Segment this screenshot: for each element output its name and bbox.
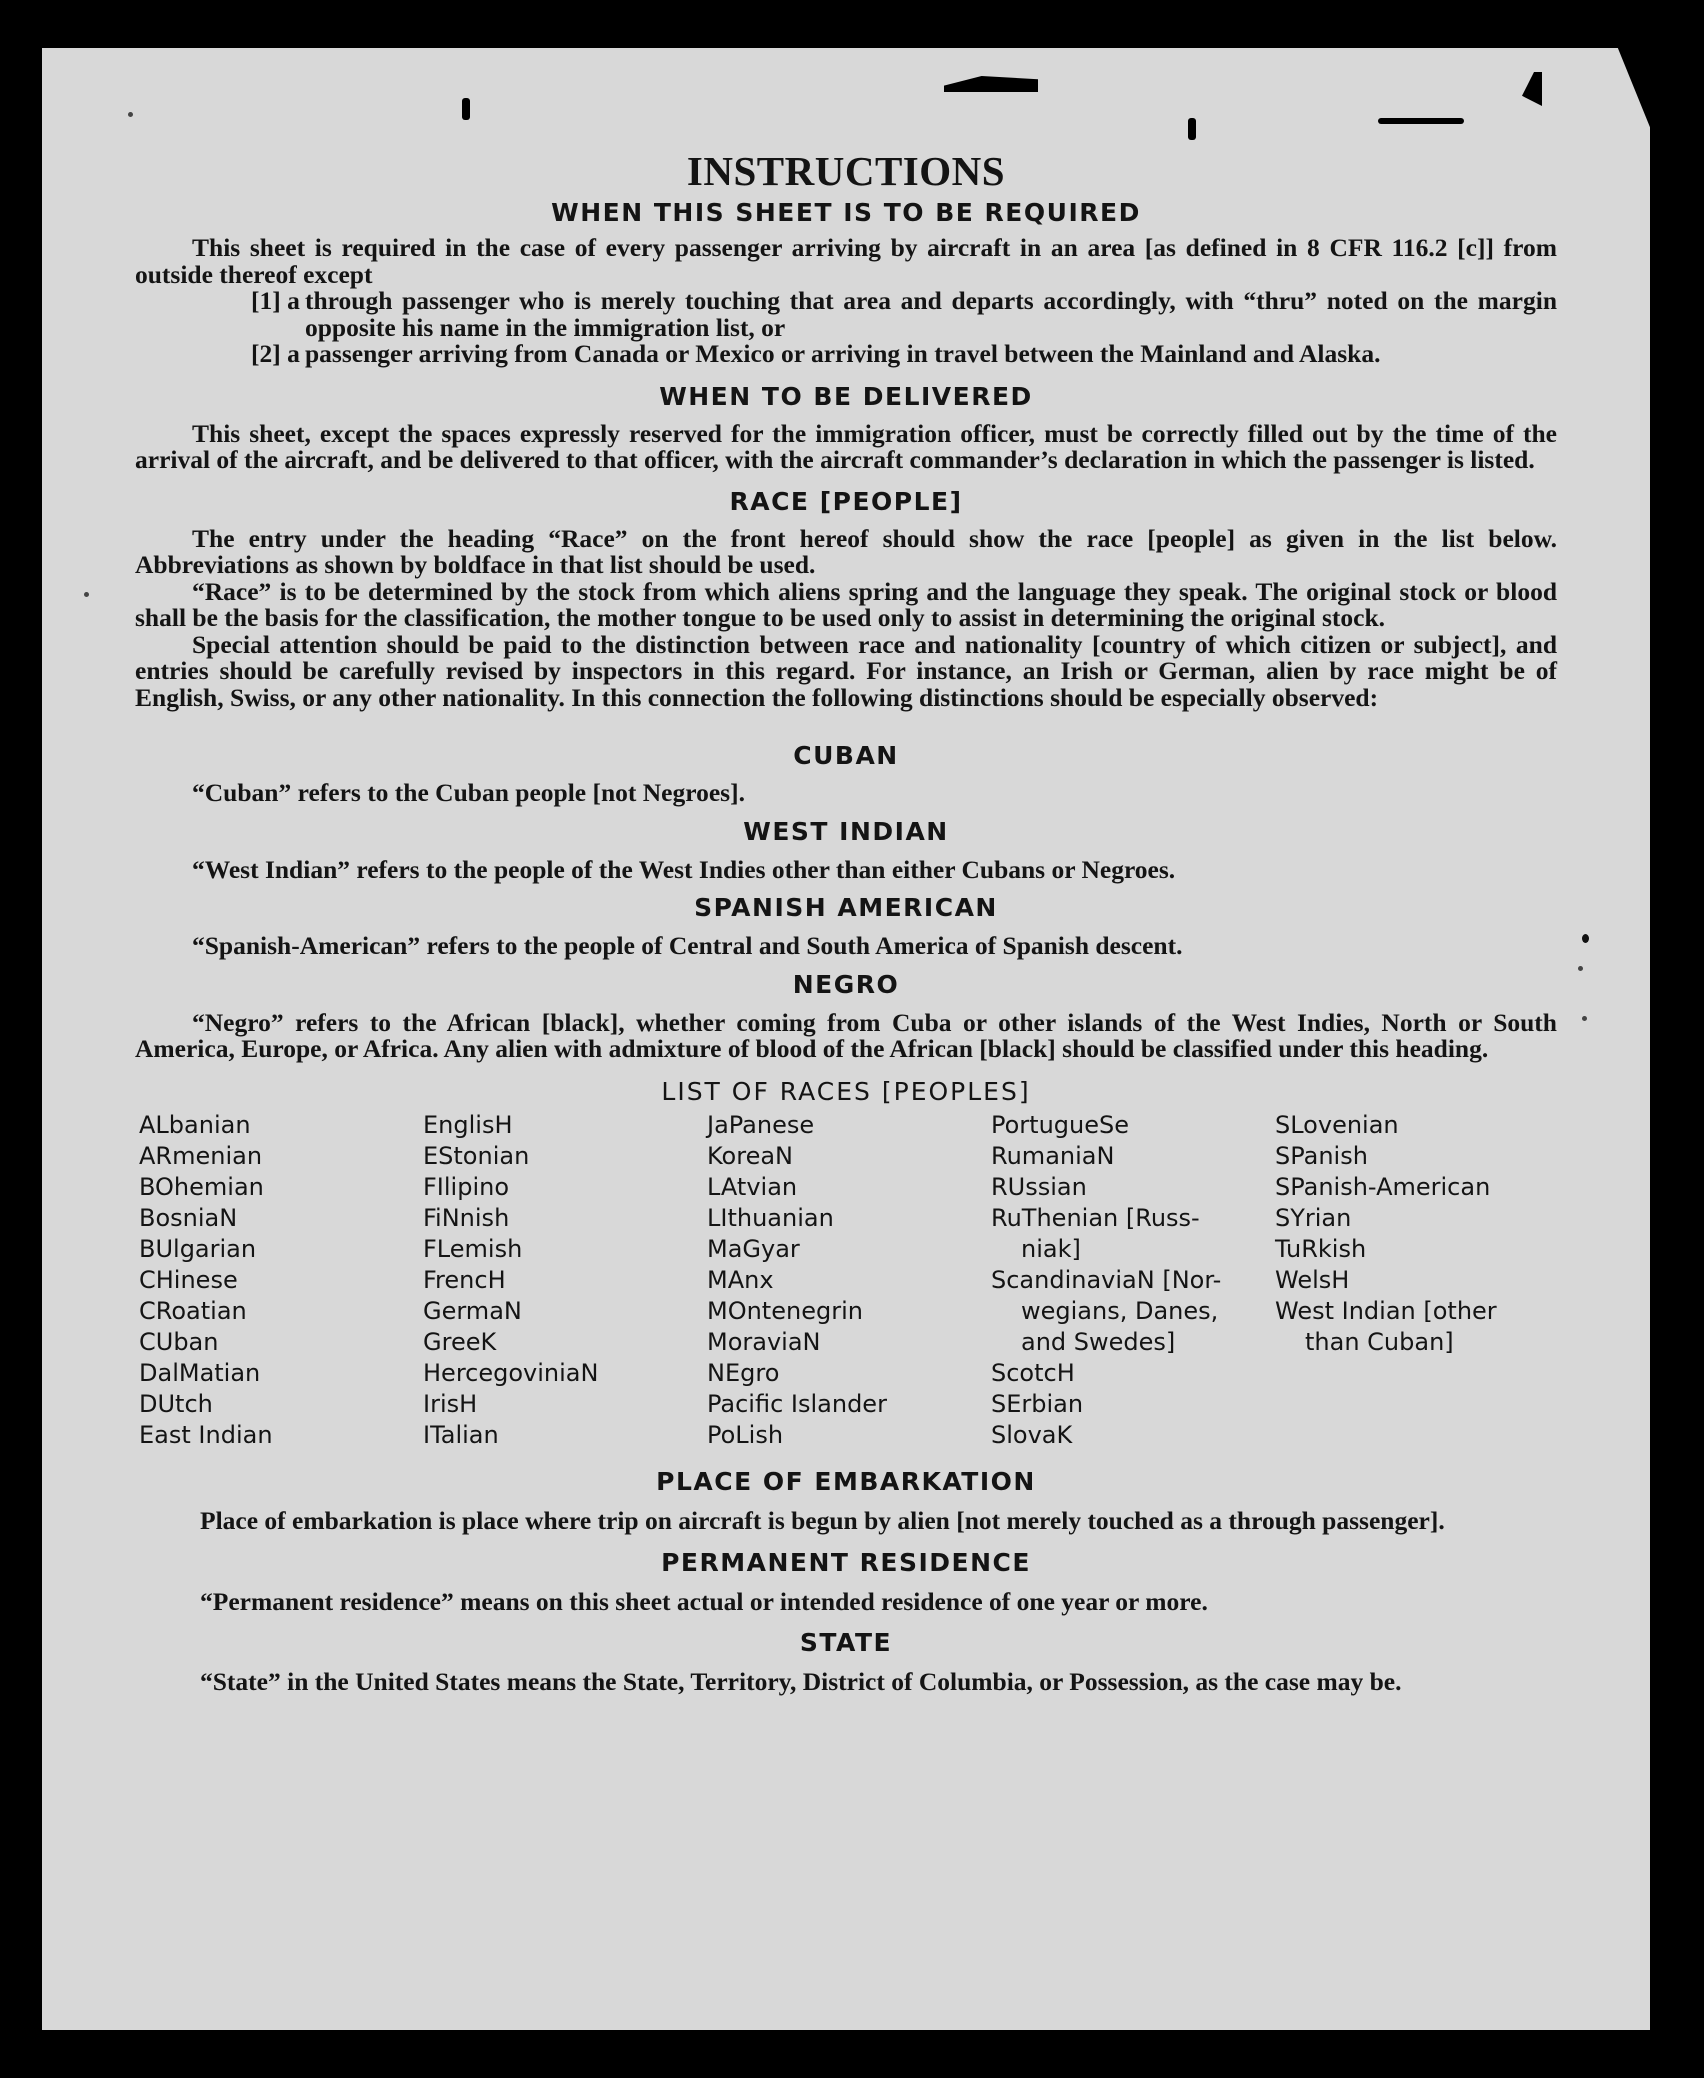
spanish-american-text: “Spanish-American” refers to the people of Central and South America of Spanish descent.	[192, 931, 1183, 960]
race-entry: WelsH	[1275, 1265, 1350, 1294]
races-column-4	[991, 1110, 1275, 1451]
item-number: [1] a	[251, 286, 300, 315]
race-entry: PortugueSe	[991, 1110, 1129, 1139]
race-entry: FIlipino	[423, 1172, 510, 1201]
race-entry: than Cuban]	[1305, 1327, 1454, 1356]
race-entry: KoreaN	[707, 1141, 793, 1170]
race-entry: CHinese	[139, 1265, 238, 1294]
tear-mark-dash	[1378, 118, 1464, 124]
races-column-2	[423, 1110, 707, 1451]
heading-when-required: WHEN THIS SHEET IS TO BE REQUIRED	[551, 198, 1141, 227]
race-entry: MOntenegrin	[707, 1296, 863, 1325]
heading-state: STATE	[799, 1627, 893, 1657]
race-entry: EStonian	[423, 1141, 530, 1170]
race-entry: DUtch	[139, 1389, 213, 1418]
heading-west-indian: WEST INDIAN	[743, 816, 949, 846]
race-entry: ALbanian	[139, 1110, 251, 1139]
race-entry: JaPanese	[707, 1110, 815, 1139]
speck	[1582, 1016, 1587, 1021]
speck	[84, 592, 89, 597]
race-entry: CRoatian	[139, 1296, 247, 1325]
race-paragraph-3: Special attention should be paid to the distinction between race and nationality [country of which citizen or subject], and entries should be carefully revised by inspectors in this regard. For instance, an Irish or German, alien by race might be of English, Swiss, or any other nationality. In this connection the following distinctions should be especially observed:	[135, 629, 1557, 712]
race-entry: RuThenian [Russ-	[991, 1203, 1200, 1232]
list-item	[135, 288, 1557, 341]
embarkation-text: Place of embarkation is place where trip on aircraft is begun by alien [not merely touched as a through passenger].	[200, 1505, 1445, 1535]
race-entry: BosniaN	[139, 1203, 238, 1232]
race-entry: RumaniaN	[991, 1141, 1115, 1170]
race-entry: PoLish	[707, 1420, 784, 1449]
races-column-3	[707, 1110, 991, 1451]
races-column-5	[1275, 1110, 1565, 1451]
races-column-1	[139, 1110, 423, 1451]
state-text: “State” in the United States means the State, Territory, District of Columbia, or Possession, as the case may be.	[200, 1666, 1402, 1696]
speck	[1582, 934, 1589, 943]
race-entry: ScotcH	[991, 1358, 1075, 1387]
delivered-text: This sheet, except the spaces expressly reserved for the immigration officer, must be correctly filled out by the time of the arrival of the aircraft, and be delivered to that officer, with the aircraft commander’s declaration in which the passenger is listed.	[135, 418, 1557, 474]
race-entry: ITalian	[423, 1420, 499, 1449]
race-entry: Pacific Islander	[707, 1389, 887, 1418]
item-number: [2] a	[251, 339, 300, 368]
race-entry: West Indian [other	[1275, 1296, 1497, 1325]
race-entry: FrencH	[423, 1265, 506, 1294]
heading-when-delivered: WHEN TO BE DELIVERED	[659, 381, 1033, 411]
race-paragraph-2: “Race” is to be determined by the stock from which aliens spring and the language they speak. The original stock or blood shall be the basis for the classification, the mother tongue to be used only to assist in determining the original stock.	[135, 576, 1557, 632]
heading-spanish-american: SPANISH AMERICAN	[694, 893, 998, 922]
race-entry: IrisH	[423, 1389, 478, 1418]
race-entry: and Swedes]	[1021, 1327, 1176, 1356]
heading-permanent-residence: PERMANENT RESIDENCE	[661, 1548, 1031, 1577]
race-entry: ARmenian	[139, 1141, 263, 1170]
negro-text: “Negro” refers to the African [black], whether coming from Cuba or other islands of the West Indies, North or South America, Europe, or Africa. Any alien with admixture of blood of the African [black] should be classified under this heading.	[135, 1007, 1557, 1063]
race-entry: East Indian	[139, 1420, 273, 1449]
page-title: INSTRUCTIONS	[686, 148, 1006, 194]
residence-text: “Permanent residence” means on this sheet actual or intended residence of one year or more.	[200, 1587, 1208, 1616]
race-entry: BUlgarian	[139, 1234, 257, 1263]
item-text: passenger arriving from Canada or Mexico or arriving in travel between the Mainland and Alaska.	[305, 339, 1381, 368]
race-entry: TuRkish	[1275, 1234, 1367, 1263]
race-entry: SPanish-American	[1275, 1172, 1491, 1201]
race-entry: MAnx	[707, 1265, 774, 1294]
race-paragraph-1: The entry under the heading “Race” on the front hereof should show the race [people] as given in the list below. Abbreviations as shown by boldface in that list should be used.	[135, 523, 1557, 579]
race-entry: SErbian	[991, 1389, 1084, 1418]
list-item	[135, 341, 1557, 368]
race-entry: MaGyar	[707, 1234, 800, 1263]
speck	[1578, 966, 1583, 971]
race-entry: CUban	[139, 1327, 219, 1356]
race-entry: FLemish	[423, 1234, 523, 1263]
race-entry: DalMatian	[139, 1358, 261, 1387]
race-entry: SPanish	[1275, 1141, 1368, 1170]
punch-hole-right	[1188, 118, 1196, 140]
race-entry: GermaN	[423, 1296, 522, 1325]
punch-hole-left	[462, 98, 470, 120]
race-entry: ScandinaviaN [Nor-	[991, 1265, 1222, 1294]
race-entry: niak]	[1021, 1234, 1081, 1263]
race-entry: wegians, Danes,	[1021, 1296, 1219, 1325]
race-entry: SLovenian	[1275, 1110, 1399, 1139]
race-entry: LIthuanian	[707, 1203, 834, 1232]
race-entry: MoraviaN	[707, 1327, 821, 1356]
race-entry: SYrian	[1275, 1203, 1352, 1232]
races-list	[135, 1110, 1557, 1451]
cuban-text: “Cuban” refers to the Cuban people [not Negroes].	[192, 778, 745, 807]
heading-place-of-embarkation: PLACE OF EMBARKATION	[656, 1466, 1036, 1496]
item-text: through passenger who is merely touching that area and departs accordingly, with “thru” noted on the margin opposite his name in the immigration list, or	[305, 286, 1557, 342]
race-entry: SlovaK	[991, 1420, 1073, 1449]
speck	[128, 112, 133, 117]
race-entry: RUssian	[991, 1172, 1087, 1201]
race-entry: HercegoviniaN	[423, 1358, 599, 1387]
race-entry: FiNnish	[423, 1203, 510, 1232]
west-indian-text: “West Indian” refers to the people of the West Indies other than either Cubans or Negroes.	[192, 854, 1176, 884]
heading-cuban: CUBAN	[793, 741, 899, 770]
heading-negro: NEGRO	[792, 969, 900, 999]
heading-race: RACE [PEOPLE]	[729, 486, 963, 516]
document-content	[135, 148, 1557, 1695]
race-entry: GreeK	[423, 1327, 497, 1356]
race-entry: LAtvian	[707, 1172, 798, 1201]
race-entry: NEgro	[707, 1358, 780, 1387]
heading-list-of-races: LIST OF RACES [PEOPLES]	[661, 1076, 1031, 1106]
race-entry: BOhemian	[139, 1172, 264, 1201]
required-intro: This sheet is required in the case of every passenger arriving by aircraft in an area [as defined in 8 CFR 116.2 [c]] from outside thereof except	[135, 233, 1557, 289]
race-entry: EnglisH	[423, 1110, 513, 1139]
